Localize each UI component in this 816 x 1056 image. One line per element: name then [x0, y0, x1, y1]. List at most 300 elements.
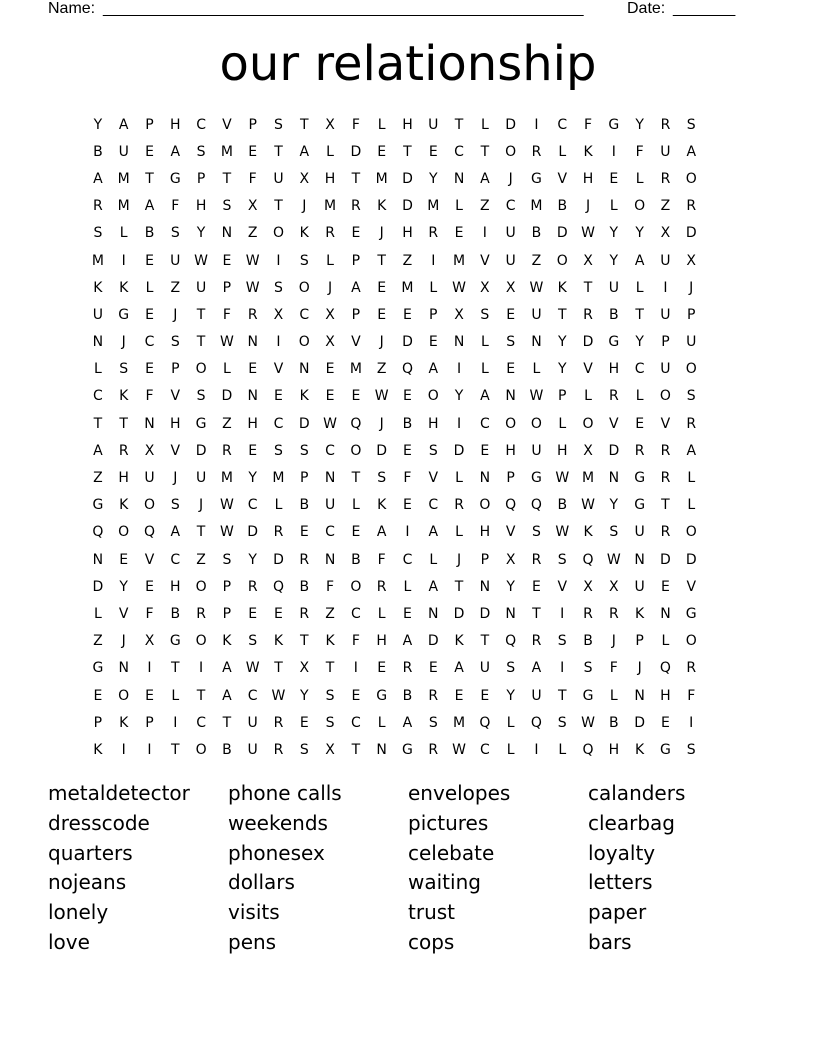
grid-letter[interactable]: O: [143, 497, 155, 514]
grid-letter[interactable]: S: [274, 116, 283, 133]
grid-letter[interactable]: C: [299, 306, 310, 323]
grid-letter[interactable]: P: [145, 714, 154, 731]
grid-letter[interactable]: V: [609, 415, 619, 432]
grid-letter[interactable]: R: [299, 551, 310, 568]
grid-letter[interactable]: C: [144, 334, 155, 351]
grid-letter[interactable]: E: [145, 578, 154, 595]
grid-letter[interactable]: S: [170, 225, 180, 242]
grid-letter[interactable]: O: [195, 361, 207, 378]
grid-letter[interactable]: K: [119, 497, 129, 514]
grid-letter[interactable]: Z: [480, 198, 490, 215]
grid-letter[interactable]: U: [505, 225, 516, 242]
grid-letter[interactable]: E: [428, 660, 438, 677]
grid-letter[interactable]: E: [480, 442, 490, 459]
grid-letter[interactable]: X: [583, 578, 593, 595]
grid-letter[interactable]: O: [505, 143, 517, 160]
grid-letter[interactable]: X: [480, 279, 490, 296]
grid-letter[interactable]: H: [170, 578, 181, 595]
grid-letter[interactable]: P: [196, 170, 206, 187]
grid-letter[interactable]: T: [196, 334, 206, 351]
grid-letter[interactable]: A: [170, 524, 181, 541]
grid-letter[interactable]: F: [584, 116, 593, 133]
grid-letter[interactable]: Y: [635, 116, 644, 133]
grid-letter[interactable]: H: [608, 361, 620, 378]
grid-letter[interactable]: K: [583, 143, 593, 160]
grid-letter[interactable]: E: [377, 306, 387, 323]
grid-letter[interactable]: E: [274, 388, 283, 405]
grid-letter[interactable]: L: [274, 497, 283, 514]
grid-letter[interactable]: F: [377, 551, 386, 568]
grid-letter[interactable]: E: [480, 687, 490, 704]
grid-letter[interactable]: E: [145, 361, 154, 378]
grid-letter[interactable]: U: [428, 116, 439, 133]
grid-letter[interactable]: K: [635, 605, 645, 622]
grid-letter[interactable]: Y: [635, 225, 644, 242]
grid-letter[interactable]: M: [117, 198, 130, 215]
grid-letter[interactable]: C: [93, 388, 103, 405]
grid-letter[interactable]: T: [480, 143, 490, 160]
grid-letter[interactable]: D: [247, 524, 259, 541]
grid-letter[interactable]: V: [660, 415, 671, 432]
grid-letter[interactable]: R: [273, 524, 284, 541]
grid-letter[interactable]: Z: [531, 252, 542, 269]
grid-letter[interactable]: K: [583, 524, 593, 541]
grid-letter[interactable]: S: [93, 225, 103, 242]
grid-letter[interactable]: X: [144, 633, 155, 650]
grid-letter[interactable]: B: [609, 714, 619, 731]
grid-letter[interactable]: N: [144, 415, 155, 432]
grid-letter[interactable]: C: [479, 415, 490, 432]
grid-letter[interactable]: I: [560, 660, 565, 677]
grid-letter[interactable]: J: [379, 225, 384, 242]
grid-letter[interactable]: L: [635, 170, 644, 187]
grid-letter[interactable]: L: [326, 252, 334, 269]
grid-letter[interactable]: V: [428, 470, 439, 487]
grid-letter[interactable]: E: [532, 578, 541, 595]
grid-letter[interactable]: X: [583, 442, 593, 459]
grid-letter[interactable]: M: [349, 361, 362, 378]
grid-letter[interactable]: I: [560, 605, 565, 622]
grid-letter[interactable]: X: [583, 252, 593, 269]
grid-letter[interactable]: R: [660, 442, 671, 459]
grid-letter[interactable]: T: [532, 605, 541, 622]
grid-letter[interactable]: W: [452, 741, 466, 758]
grid-letter[interactable]: L: [403, 578, 412, 595]
grid-letter[interactable]: J: [508, 170, 513, 187]
grid-letter[interactable]: W: [555, 470, 570, 487]
grid-letter[interactable]: H: [427, 415, 439, 432]
grid-letter[interactable]: W: [245, 660, 260, 677]
grid-letter[interactable]: L: [377, 714, 386, 731]
grid-letter[interactable]: D: [195, 442, 207, 459]
grid-letter[interactable]: H: [505, 442, 516, 459]
grid-letter[interactable]: R: [196, 605, 206, 622]
grid-letter[interactable]: E: [661, 578, 670, 595]
grid-letter[interactable]: F: [145, 605, 154, 622]
grid-letter[interactable]: Z: [93, 470, 103, 487]
grid-letter[interactable]: I: [173, 714, 178, 731]
grid-letter[interactable]: Q: [659, 660, 671, 677]
grid-letter[interactable]: A: [93, 442, 103, 459]
grid-letter[interactable]: T: [196, 306, 206, 323]
grid-letter[interactable]: C: [402, 551, 413, 568]
grid-letter[interactable]: P: [635, 633, 644, 650]
grid-letter[interactable]: R: [583, 605, 593, 622]
grid-letter[interactable]: P: [93, 714, 103, 731]
grid-letter[interactable]: A: [402, 633, 413, 650]
grid-letter[interactable]: S: [686, 116, 696, 133]
grid-letter[interactable]: O: [298, 334, 310, 351]
grid-letter[interactable]: B: [583, 633, 593, 650]
grid-letter[interactable]: Y: [119, 578, 128, 595]
grid-letter[interactable]: L: [480, 116, 489, 133]
grid-letter[interactable]: H: [376, 633, 387, 650]
grid-letter[interactable]: E: [351, 388, 361, 405]
grid-letter[interactable]: O: [685, 633, 697, 650]
grid-letter[interactable]: R: [660, 524, 671, 541]
grid-letter[interactable]: A: [686, 143, 697, 160]
grid-letter[interactable]: Y: [248, 551, 257, 568]
grid-letter[interactable]: C: [325, 442, 335, 459]
grid-letter[interactable]: K: [93, 279, 103, 296]
grid-letter[interactable]: A: [428, 578, 439, 595]
grid-letter[interactable]: T: [325, 660, 335, 677]
grid-letter[interactable]: B: [170, 605, 181, 622]
grid-letter[interactable]: E: [454, 687, 464, 704]
grid-letter[interactable]: K: [299, 225, 309, 242]
grid-letter[interactable]: T: [351, 741, 361, 758]
grid-letter[interactable]: G: [582, 687, 594, 704]
grid-letter[interactable]: R: [454, 497, 464, 514]
grid-letter[interactable]: T: [274, 143, 283, 160]
grid-letter[interactable]: R: [325, 225, 335, 242]
grid-letter[interactable]: G: [169, 633, 181, 650]
grid-letter[interactable]: J: [379, 415, 384, 432]
grid-letter[interactable]: J: [689, 279, 694, 296]
grid-letter[interactable]: D: [608, 442, 620, 459]
grid-letter[interactable]: I: [199, 660, 204, 677]
grid-letter[interactable]: G: [402, 741, 413, 758]
grid-letter[interactable]: P: [558, 388, 567, 405]
grid-letter[interactable]: U: [660, 143, 671, 160]
grid-letter[interactable]: V: [557, 170, 568, 187]
grid-letter[interactable]: R: [273, 741, 284, 758]
grid-letter[interactable]: F: [222, 306, 231, 323]
grid-letter[interactable]: Z: [325, 605, 335, 622]
grid-letter[interactable]: U: [660, 252, 671, 269]
grid-letter[interactable]: X: [686, 252, 697, 269]
grid-letter[interactable]: O: [350, 578, 362, 595]
grid-letter[interactable]: K: [273, 633, 284, 650]
grid-letter[interactable]: D: [92, 578, 104, 595]
grid-letter[interactable]: F: [145, 388, 154, 405]
grid-letter[interactable]: K: [119, 388, 129, 405]
grid-letter[interactable]: P: [480, 551, 490, 568]
grid-letter[interactable]: C: [350, 714, 361, 731]
grid-letter[interactable]: I: [147, 741, 152, 758]
grid-letter[interactable]: Q: [401, 361, 413, 378]
grid-letter[interactable]: W: [245, 252, 260, 269]
grid-letter[interactable]: B: [609, 306, 619, 323]
grid-letter[interactable]: T: [196, 524, 206, 541]
grid-letter[interactable]: A: [299, 143, 310, 160]
grid-letter[interactable]: L: [609, 687, 618, 704]
grid-letter[interactable]: E: [609, 170, 619, 187]
grid-letter[interactable]: Z: [376, 361, 387, 378]
grid-letter[interactable]: N: [453, 334, 465, 351]
grid-letter[interactable]: R: [686, 415, 697, 432]
grid-letter[interactable]: X: [325, 306, 335, 323]
grid-letter[interactable]: Q: [505, 633, 517, 650]
grid-letter[interactable]: T: [299, 116, 309, 133]
grid-letter[interactable]: R: [428, 225, 439, 242]
grid-letter[interactable]: G: [92, 660, 104, 677]
grid-letter[interactable]: H: [556, 442, 568, 459]
grid-letter[interactable]: J: [585, 198, 591, 215]
grid-letter[interactable]: U: [273, 170, 284, 187]
grid-letter[interactable]: S: [532, 524, 541, 541]
grid-letter[interactable]: A: [480, 170, 490, 187]
grid-letter[interactable]: Q: [350, 415, 362, 432]
grid-letter[interactable]: L: [455, 198, 463, 215]
grid-letter[interactable]: E: [325, 361, 335, 378]
grid-letter[interactable]: L: [635, 388, 644, 405]
grid-letter[interactable]: L: [558, 741, 567, 758]
grid-letter[interactable]: N: [608, 470, 620, 487]
grid-letter[interactable]: E: [248, 361, 258, 378]
grid-letter[interactable]: G: [92, 497, 104, 514]
grid-letter[interactable]: E: [635, 415, 645, 432]
grid-letter[interactable]: L: [455, 524, 463, 541]
grid-letter[interactable]: S: [325, 687, 335, 704]
grid-letter[interactable]: I: [663, 279, 668, 296]
grid-letter[interactable]: Z: [196, 551, 206, 568]
grid-letter[interactable]: V: [557, 578, 568, 595]
grid-letter[interactable]: L: [326, 143, 334, 160]
grid-letter[interactable]: B: [299, 578, 310, 595]
grid-letter[interactable]: T: [93, 415, 103, 432]
grid-letter[interactable]: U: [660, 361, 671, 378]
grid-letter[interactable]: U: [608, 279, 619, 296]
grid-letter[interactable]: T: [274, 198, 283, 215]
grid-letter[interactable]: D: [453, 442, 465, 459]
grid-letter[interactable]: A: [531, 660, 542, 677]
grid-letter[interactable]: F: [609, 660, 618, 677]
grid-letter[interactable]: I: [456, 415, 462, 432]
grid-letter[interactable]: E: [428, 334, 438, 351]
grid-letter[interactable]: J: [637, 660, 642, 677]
grid-letter[interactable]: K: [635, 741, 645, 758]
grid-letter[interactable]: A: [454, 660, 464, 677]
grid-letter[interactable]: O: [272, 225, 284, 242]
grid-letter[interactable]: E: [299, 714, 309, 731]
grid-letter[interactable]: Y: [635, 334, 644, 351]
grid-letter[interactable]: R: [531, 143, 542, 160]
grid-letter[interactable]: S: [222, 198, 232, 215]
grid-letter[interactable]: L: [609, 198, 618, 215]
grid-letter[interactable]: P: [145, 116, 154, 133]
grid-letter[interactable]: E: [403, 497, 412, 514]
grid-letter[interactable]: N: [479, 470, 491, 487]
grid-letter[interactable]: T: [454, 578, 464, 595]
grid-letter[interactable]: M: [220, 470, 233, 487]
grid-letter[interactable]: T: [557, 687, 567, 704]
grid-letter[interactable]: O: [505, 415, 517, 432]
grid-letter[interactable]: C: [454, 143, 464, 160]
grid-letter[interactable]: E: [506, 306, 516, 323]
grid-letter[interactable]: V: [351, 334, 361, 351]
grid-letter[interactable]: N: [92, 334, 104, 351]
grid-letter[interactable]: L: [687, 470, 696, 487]
grid-letter[interactable]: T: [351, 170, 361, 187]
grid-letter[interactable]: U: [170, 252, 181, 269]
grid-letter[interactable]: Y: [609, 252, 619, 269]
grid-letter[interactable]: C: [505, 198, 516, 215]
grid-letter[interactable]: E: [145, 143, 154, 160]
grid-letter[interactable]: F: [351, 633, 360, 650]
grid-letter[interactable]: N: [505, 388, 516, 405]
grid-letter[interactable]: D: [273, 551, 284, 568]
grid-letter[interactable]: N: [428, 605, 439, 622]
grid-letter[interactable]: Q: [272, 578, 284, 595]
grid-letter[interactable]: U: [118, 143, 129, 160]
grid-letter[interactable]: N: [247, 334, 258, 351]
grid-letter[interactable]: J: [199, 497, 204, 514]
grid-letter[interactable]: I: [276, 252, 281, 269]
grid-letter[interactable]: D: [582, 334, 594, 351]
grid-letter[interactable]: V: [686, 578, 697, 595]
grid-letter[interactable]: F: [403, 470, 412, 487]
grid-letter[interactable]: P: [506, 470, 515, 487]
grid-letter[interactable]: C: [557, 116, 568, 133]
grid-letter[interactable]: S: [428, 442, 438, 459]
grid-letter[interactable]: S: [377, 470, 387, 487]
grid-letter[interactable]: O: [685, 170, 697, 187]
grid-letter[interactable]: T: [119, 415, 128, 432]
grid-letter[interactable]: C: [196, 116, 206, 133]
grid-letter[interactable]: S: [196, 388, 206, 405]
grid-letter[interactable]: C: [634, 361, 645, 378]
grid-letter[interactable]: J: [302, 198, 307, 215]
grid-letter[interactable]: C: [325, 524, 335, 541]
grid-letter[interactable]: P: [429, 306, 438, 323]
grid-letter[interactable]: C: [273, 415, 284, 432]
grid-letter[interactable]: G: [634, 497, 646, 514]
grid-letter[interactable]: I: [611, 143, 616, 160]
grid-letter[interactable]: W: [581, 225, 595, 242]
grid-letter[interactable]: S: [299, 741, 309, 758]
grid-letter[interactable]: U: [144, 470, 155, 487]
grid-letter[interactable]: G: [608, 116, 620, 133]
grid-letter[interactable]: E: [351, 687, 361, 704]
grid-letter[interactable]: O: [685, 524, 697, 541]
grid-letter[interactable]: W: [581, 714, 595, 731]
grid-letter[interactable]: L: [480, 334, 489, 351]
grid-letter[interactable]: D: [402, 170, 413, 187]
grid-letter[interactable]: D: [376, 442, 388, 459]
grid-letter[interactable]: Y: [428, 170, 438, 187]
grid-letter[interactable]: R: [428, 741, 439, 758]
grid-letter[interactable]: S: [583, 660, 593, 677]
grid-letter[interactable]: S: [506, 334, 516, 351]
grid-letter[interactable]: X: [299, 660, 310, 677]
grid-letter[interactable]: P: [171, 361, 180, 378]
grid-letter[interactable]: R: [531, 633, 542, 650]
grid-letter[interactable]: D: [685, 551, 697, 568]
grid-letter[interactable]: R: [634, 442, 645, 459]
grid-letter[interactable]: R: [608, 605, 619, 622]
grid-letter[interactable]: C: [428, 497, 439, 514]
grid-letter[interactable]: V: [144, 551, 155, 568]
grid-letter[interactable]: D: [402, 334, 413, 351]
grid-letter[interactable]: T: [557, 306, 567, 323]
grid-letter[interactable]: V: [505, 524, 516, 541]
grid-letter[interactable]: T: [454, 116, 464, 133]
grid-letter[interactable]: R: [531, 551, 542, 568]
grid-letter[interactable]: Z: [660, 198, 671, 215]
grid-letter[interactable]: P: [222, 578, 232, 595]
grid-letter[interactable]: N: [299, 361, 310, 378]
grid-letter[interactable]: R: [583, 306, 593, 323]
grid-letter[interactable]: O: [118, 524, 130, 541]
grid-letter[interactable]: R: [247, 578, 258, 595]
grid-letter[interactable]: A: [402, 714, 413, 731]
grid-letter[interactable]: R: [428, 687, 439, 704]
grid-letter[interactable]: J: [173, 470, 178, 487]
grid-letter[interactable]: H: [170, 415, 181, 432]
grid-letter[interactable]: G: [118, 306, 130, 323]
grid-letter[interactable]: E: [145, 252, 154, 269]
grid-letter[interactable]: N: [324, 551, 336, 568]
grid-letter[interactable]: Q: [479, 714, 491, 731]
grid-letter[interactable]: A: [170, 143, 181, 160]
grid-letter[interactable]: U: [195, 470, 207, 487]
grid-letter[interactable]: E: [403, 388, 412, 405]
grid-letter[interactable]: W: [452, 279, 466, 296]
grid-letter[interactable]: O: [479, 497, 491, 514]
grid-letter[interactable]: L: [635, 279, 644, 296]
grid-letter[interactable]: L: [506, 741, 515, 758]
grid-letter[interactable]: J: [121, 334, 126, 351]
grid-letter[interactable]: R: [686, 198, 697, 215]
grid-letter[interactable]: J: [456, 551, 462, 568]
grid-letter[interactable]: K: [119, 714, 129, 731]
grid-letter[interactable]: M: [401, 279, 414, 296]
grid-letter[interactable]: S: [274, 279, 283, 296]
grid-letter[interactable]: K: [222, 633, 232, 650]
grid-letter[interactable]: S: [299, 252, 309, 269]
grid-letter[interactable]: R: [608, 388, 619, 405]
grid-letter[interactable]: G: [660, 741, 671, 758]
grid-letter[interactable]: L: [558, 415, 567, 432]
grid-letter[interactable]: R: [351, 198, 361, 215]
grid-letter[interactable]: S: [119, 361, 129, 378]
grid-letter[interactable]: U: [531, 306, 542, 323]
grid-letter[interactable]: S: [325, 714, 335, 731]
grid-letter[interactable]: C: [350, 605, 361, 622]
grid-letter[interactable]: F: [687, 687, 696, 704]
grid-letter[interactable]: B: [402, 687, 413, 704]
grid-letter[interactable]: P: [351, 306, 361, 323]
grid-letter[interactable]: P: [661, 334, 670, 351]
grid-letter[interactable]: F: [248, 170, 257, 187]
grid-letter[interactable]: X: [505, 279, 516, 296]
grid-letter[interactable]: U: [531, 442, 542, 459]
grid-letter[interactable]: Q: [530, 714, 542, 731]
grid-letter[interactable]: L: [145, 279, 154, 296]
grid-letter[interactable]: G: [531, 170, 542, 187]
grid-letter[interactable]: X: [505, 551, 516, 568]
